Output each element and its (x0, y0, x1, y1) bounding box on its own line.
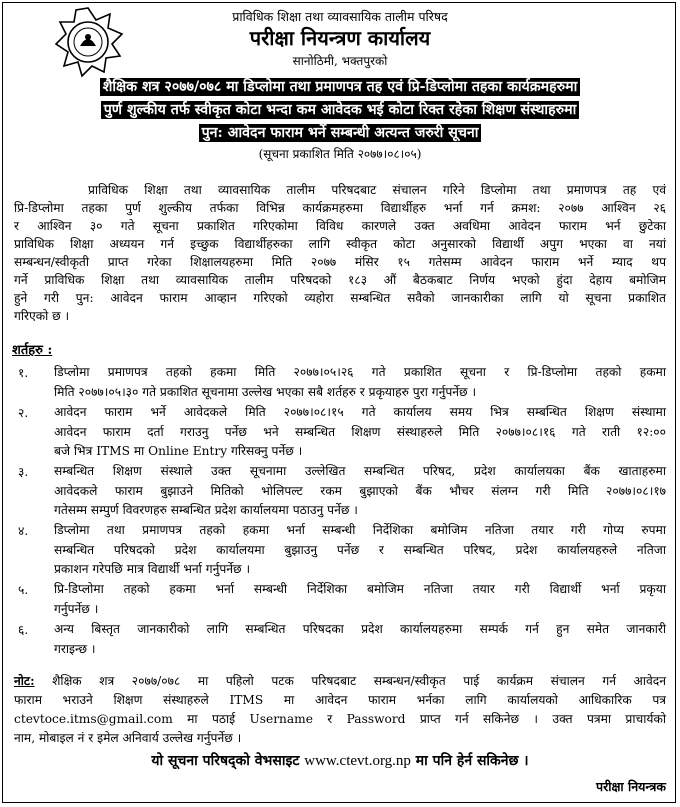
note-line-2: फाराम भराउने शिक्षण संस्थाहरुले ITMS मा आवेदन फाराम भर्नका लागि कार्यालयको आधिकारिक पत्र (14, 693, 666, 707)
condition-line: सम्बन्धित परिषदको प्रदेश कार्यालयमा बुझाउनु पर्नेछ र सम्बन्धित परिषद, प्रदेश कार्यालयहरुले नतिजा (54, 542, 666, 557)
org-name: प्राविधिक शिक्षा तथा व्यावसायिक तालीम परिषद (232, 9, 448, 24)
note-line-3: ctevtoce.itms@gmail.com मा पठाई Username र Password प्राप्त गर्न सकिनेछ । उक्त पत्रमा प्राचार्यको (14, 712, 666, 726)
intro-line: गर्ने प्राविधिक शिक्षा तथा व्यावसायिक तालीम परिषदको १८३ औं बैठकबाट निर्णय भएको हुंदा देहाय बमोजिम (14, 273, 666, 287)
footer-website-line: यो सूचना परिषद्को वेभसाइट www.ctevt.org.np मा पनि हेर्न सकिनेछ । (151, 753, 529, 769)
intro-line: प्राविधिक शिक्षा अध्ययन गर्न इच्छुक विद्यार्थीहरुका लागि स्वीकृत कोटा अनुसारको विद्यार्थी अपुग भएका वा नयां (14, 237, 666, 251)
condition-line: सम्बन्धित शिक्षण संस्थाले उक्त सूचनामा उल्लेखित सम्बन्धित परिषद, प्रदेश कार्यालयका बैंक खाताहरुमा (54, 464, 666, 478)
condition-line: डिप्लोमा प्रमाणपत्र तहको हकमा मिति २०७७।०५।२६ गते प्रकाशित सूचना र प्रि-डिप्लोमा तहको हकमा (54, 365, 666, 379)
condition-line: डिप्लोमा तथा प्रमाणपत्र तहको हकमा भर्ना सम्बन्धी निर्देशिका बमोजिम नतिजा तयार गरी गोप्य रुपमा (54, 523, 666, 537)
condition-line: गराइन्छ । (54, 641, 96, 656)
condition-line: आवेदन फाराम दर्ता गराउनु पर्नेछ भने सम्बन्धित शिक्षण संस्थाहरुले मिति २०७७।०८।१६ गते राती १२:०० (54, 424, 666, 439)
condition-line: आवेदकले फाराम बुझाउने मितिको भोलिपल्ट रकम बुझाएको बैंक भौचर संलग्न गरी मिति २०७७।०८।१७ (54, 483, 666, 498)
title-line-2: पुर्ण शुल्कीय तर्फ स्वीकृत कोटा भन्दा कम आवेदक भई कोटा रिक्त रहेका शिक्षण संस्थाहरुमा (10, 99, 670, 120)
website-link[interactable]: www.ctevt.org.np (304, 753, 411, 769)
intro-line: सम्बन्धन/स्वीकृती प्राप्त गरेका शिक्षालयहरुमा मिति २०७७ मंसिर १५ गतेसम्म आवेदन फाराम भर्ने म्याद थप (14, 255, 666, 269)
intro-line: प्रि-डिप्लोमा तहका पुर्ण शुल्कीय तर्फका विभिन्न कार्यक्रमहरुमा विद्यार्थीहरु भर्ना गर्न क्रमश: २०७७ आश्विन २६ (14, 201, 666, 215)
condition-line: आवेदन फाराम भर्ने आवेदकले मिति २०७७।०८।१५ गते कार्यालय समय भित्र सम्बन्धित शिक्षण संस्थामा (54, 405, 666, 419)
office-address: सानोठिमी, भक्तपुरको (292, 54, 388, 68)
condition-line: अन्य बिस्तृत जानकारीको लागि सम्बन्धित परिषदका प्रदेश कार्यालयहरुमा सम्पर्क गर्न हुन समेत जानकारी (54, 622, 666, 636)
intro-line: हुने गरी पुन: आवेदन फाराम आव्हान गरिएको व्यहोरा सम्बन्धित सवैको जानकारीका लागि यो सूचना प्रकाशित (14, 291, 666, 305)
condition-line: गतेसम्म सम्पुर्ण विवरणहरु सम्बन्धित प्रदेश कार्यालयमा पठाउनु पर्नेछ । (54, 503, 358, 517)
condition-number: ३. (18, 465, 29, 479)
condition-line: प्रकाशन गरेपछि मात्र विद्यार्थी भर्ना गर्नुपर्नेछ । (54, 562, 251, 576)
conditions-heading: शर्तहरु : (12, 343, 53, 358)
office-name: परीक्षा नियन्त्रण कार्यालय (249, 26, 431, 50)
condition-line: मिति २०७७।०५।३० गते प्रकाशित सूचनामा उल्लेख भएका सबै शर्तहरु र प्रकृयाहरु पुरा गर्नुपर्नेछ । (54, 384, 477, 399)
intro-line: र आश्विन ३० गते सूचना प्रकाशित गरिएकोमा विविध कारणले उक्त अवधिमा आवेदन फाराम भर्न छुटेका (14, 219, 666, 233)
title-line-3: पुन: आवेदन फाराम भर्ने सम्बन्धी अत्यन्त जरुरी सूचना (10, 122, 670, 143)
note-line-4: नाम, मोबाइल नं र इमेल अनिवार्य उल्लेख गर्नुपर्नेछ । (14, 731, 242, 745)
title-line-1: शैक्षिक शत्र २०७७/०७८ मा डिप्लोमा तथा प्रमाणपत्र तह एवं प्रि-डिप्लोमा तहका कार्यक्रमहरुमा (10, 76, 670, 97)
note-label: नोट: (14, 674, 35, 688)
published-date: (सूचना प्रकाशित मिति २०७७।०८।०५) (258, 147, 422, 161)
condition-line: प्रि-डिप्लोमा तहको हकमा भर्ना सम्बन्धी निर्देशिका बमोजिम नतिजा तयार गरी विद्यार्थी भर्ना प्रकृया (54, 582, 666, 596)
signature: परीक्षा नियन्त्रक (596, 779, 666, 794)
condition-number: ५. (18, 583, 29, 597)
condition-number: २. (18, 406, 29, 420)
intro-line: गरिएको छ । (14, 309, 70, 323)
intro-line: प्राविधिक शिक्षा तथा व्यावसायिक तालीम परिषदबाट संचालन गरिने डिप्लोमा तथा प्रमाणपत्र तह एवं (88, 183, 666, 197)
condition-number: १. (18, 366, 29, 380)
condition-line: बजे भित्र ITMS मा Online Entry गरिसक्नु पर्नेछ । (54, 444, 303, 458)
condition-line: गर्नुपर्नेछ । (54, 601, 99, 616)
note-line-1: नोट: शैक्षिक शत्र २०७७/०७८ मा पहिलो पटक परिषदबाट सम्बन्धन/स्वीकृत पाई कार्यक्रम संचालन गर्न आवेदन (14, 674, 666, 688)
condition-number: ६. (18, 623, 29, 637)
condition-number: ४. (18, 524, 29, 538)
